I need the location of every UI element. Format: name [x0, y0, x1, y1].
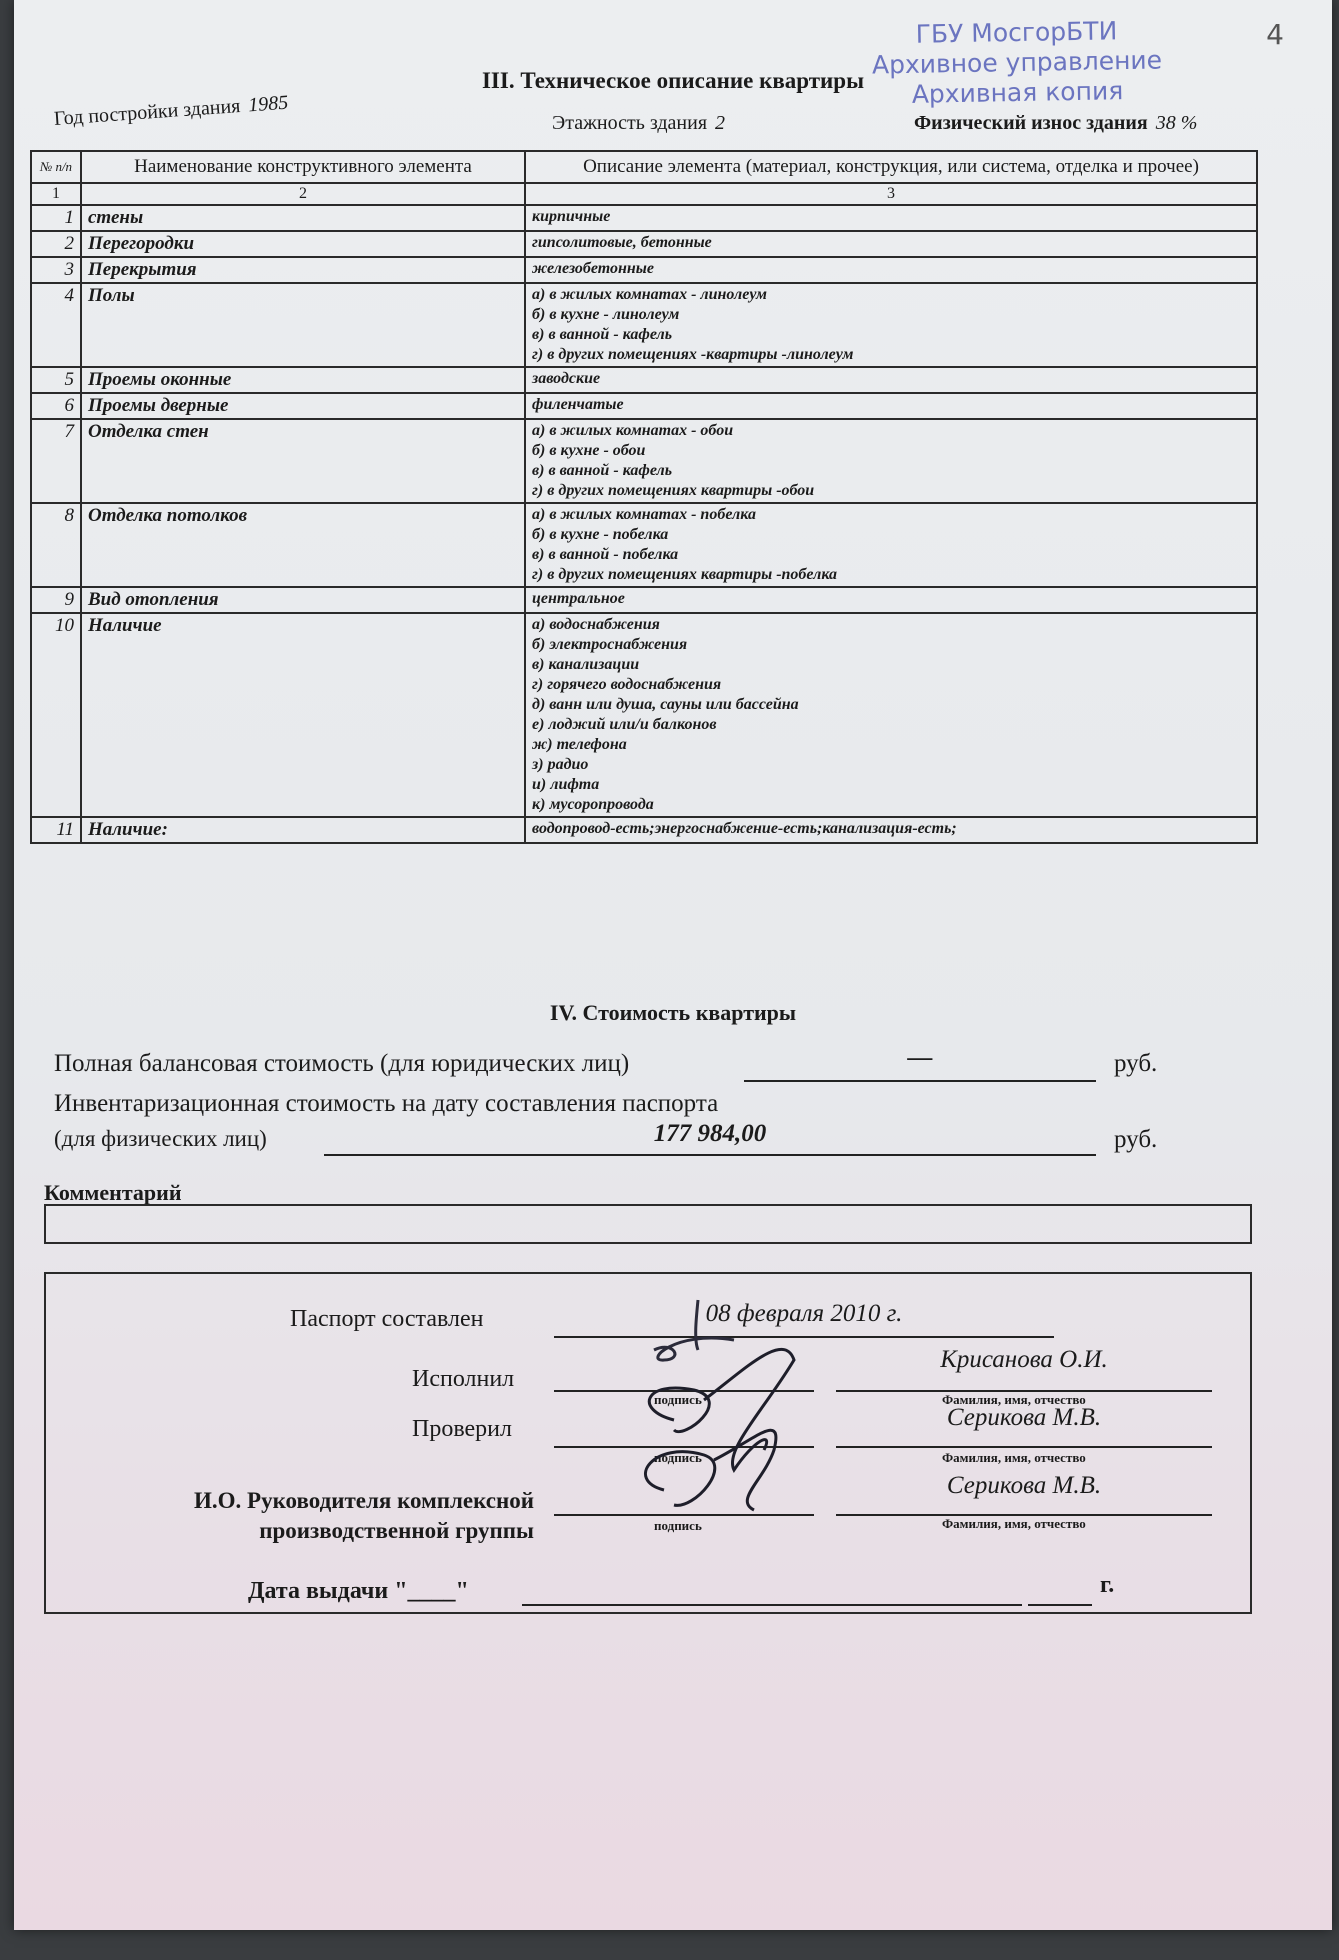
physical-wear [914, 112, 1197, 135]
header-num: № п/п [31, 151, 81, 183]
description-line: б) в кухне - побелка [532, 526, 669, 543]
head-label-line-2: производственной группы [259, 1518, 534, 1543]
executed-name: Крисанова О.И. [940, 1346, 1108, 1373]
description-line: гипсолитовые, бетонные [532, 234, 712, 251]
element-description [525, 503, 1257, 587]
build-year-value: 1985 [247, 91, 289, 117]
description-line: в) в ванной - побелка [532, 546, 679, 563]
row-number: 2 [31, 231, 81, 257]
issue-label-text: Дата выдачи [248, 1578, 389, 1604]
build-year-label: Год постройки здания [53, 94, 242, 130]
description-line: г) в других помещениях квартиры -побелка [532, 566, 838, 583]
element-description [525, 613, 1257, 817]
row-number: 6 [31, 393, 81, 419]
inventory-currency: руб. [1114, 1126, 1158, 1153]
element-name: стены [81, 205, 525, 231]
checked-label: Проверил [412, 1416, 512, 1442]
description-line: а) в жилых комнатах - линолеум [532, 286, 767, 303]
handwritten-signatures [614, 1290, 834, 1550]
table-row [31, 257, 1257, 283]
element-name: Наличие [81, 613, 525, 817]
inventory-cost-value: 177 984,00 [653, 1120, 767, 1147]
document-page [14, 0, 1332, 1930]
element-description [525, 205, 1257, 231]
description-line: ж) телефона [532, 736, 627, 753]
balance-currency: руб. [1114, 1050, 1158, 1077]
stamp-line-1: ГБУ МосгорБТИ [915, 16, 1118, 49]
description-line: центральное [532, 590, 625, 607]
compiled-date: 08 февраля 2010 г. [705, 1300, 903, 1327]
issue-year-line [1028, 1572, 1092, 1606]
description-line: д) ванн или душа, сауны или бассейна [532, 696, 799, 713]
table-row [31, 393, 1257, 419]
page-number: 4 [1266, 18, 1284, 51]
element-name: Полы [81, 283, 525, 367]
head-label-line-1: И.О. Руководителя комплексной [194, 1488, 534, 1513]
signature-caption: подпись [654, 1392, 702, 1407]
element-name: Отделка потолков [81, 503, 525, 587]
description-line: заводские [532, 370, 601, 387]
element-name: Проемы дверные [81, 393, 525, 419]
signature-caption: подпись [654, 1450, 702, 1465]
floors-label: Этажность здания [552, 112, 708, 134]
section4-title: IV. Стоимость квартиры [549, 1000, 797, 1025]
element-description [525, 367, 1257, 393]
inventory-cost-label-2: (для физических лиц) [54, 1126, 267, 1151]
build-year [53, 92, 289, 131]
stamp-line-2: Архивное управление [871, 45, 1163, 80]
element-description [525, 393, 1257, 419]
name-caption: Фамилия, имя, отчество [942, 1392, 1086, 1407]
compiled-label: Паспорт составлен [290, 1306, 484, 1332]
description-line: железобетонные [532, 260, 654, 277]
stamp-line-3: Архивная копия [911, 76, 1124, 109]
description-line: филенчатые [532, 396, 624, 413]
table-row [31, 231, 1257, 257]
comment-label: Комментарий [44, 1180, 182, 1205]
row-number: 10 [31, 613, 81, 817]
description-line: к) мусоропровода [532, 796, 654, 813]
index-cell: 2 [81, 183, 525, 205]
header-desc: Описание элемента (материал, конструкция, или система, отделка и прочее) [525, 151, 1257, 183]
element-name: Отделка стен [81, 419, 525, 503]
element-description [525, 231, 1257, 257]
section3-title: III. Техническое описание квартиры [481, 68, 865, 93]
element-description [525, 283, 1257, 367]
description-line: б) в кухне - обои [532, 442, 646, 459]
inventory-cost-label: Инвентаризационная стоимость на дату составления паспорта [54, 1090, 719, 1117]
name-caption: Фамилия, имя, отчество [942, 1450, 1086, 1465]
table-row [31, 205, 1257, 231]
element-description [525, 587, 1257, 613]
description-line: в) в ванной - кафель [532, 462, 673, 479]
row-number: 9 [31, 587, 81, 613]
description-line: г) горячего водоснабжения [532, 676, 722, 693]
description-line: а) в жилых комнатах - побелка [532, 506, 756, 523]
table-row [31, 587, 1257, 613]
table-row [31, 419, 1257, 503]
balance-cost-value: — [907, 1044, 933, 1071]
description-line: б) в кухне - линолеум [532, 306, 680, 323]
element-name: Проемы оконные [81, 367, 525, 393]
description-line: и) лифта [532, 776, 600, 793]
row-number: 3 [31, 257, 81, 283]
wear-label: Физический износ здания [914, 112, 1148, 134]
table-row [31, 367, 1257, 393]
description-line: е) лоджий или/и балконов [532, 716, 717, 733]
description-line: в) в ванной - кафель [532, 326, 673, 343]
row-number: 11 [31, 817, 81, 843]
executed-label: Исполнил [412, 1366, 515, 1392]
row-number: 4 [31, 283, 81, 367]
floors-value: 2 [715, 112, 726, 134]
description-line: г) в других помещениях квартиры -обои [532, 482, 815, 499]
element-name: Перекрытия [81, 257, 525, 283]
archive-stamp [851, 15, 1183, 111]
checked-name: Серикова М.В. [946, 1404, 1102, 1431]
table-index-row [31, 183, 1257, 205]
head-name: Серикова М.В. [946, 1472, 1102, 1499]
description-line: а) в жилых комнатах - обои [532, 422, 734, 439]
description-line: водопровод-есть;энергоснабжение-есть;канализация-есть; [532, 820, 957, 837]
description-line: г) в других помещениях -квартиры -линолеум [532, 346, 854, 363]
table-row [31, 283, 1257, 367]
issue-label [248, 1578, 469, 1605]
balance-cost-label: Полная балансовая стоимость (для юридических лиц) [54, 1050, 630, 1077]
table-row [31, 503, 1257, 587]
index-cell: 3 [525, 183, 1257, 205]
issue-month-line [522, 1572, 1022, 1606]
description-line: з) радио [532, 756, 589, 773]
description-line: а) водоснабжения [532, 616, 660, 633]
floors [552, 112, 725, 135]
comment-box [44, 1204, 1252, 1244]
element-name: Перегородки [81, 231, 525, 257]
table-header-row [31, 151, 1257, 183]
head-label [94, 1486, 534, 1546]
table-row [31, 817, 1257, 843]
description-line: в) канализации [532, 656, 640, 673]
technical-description-table [30, 150, 1258, 844]
description-line: б) электроснабжения [532, 636, 688, 653]
element-description [525, 257, 1257, 283]
description-line: кирпичные [532, 208, 611, 225]
element-description [525, 817, 1257, 843]
element-name: Вид отопления [81, 587, 525, 613]
name-caption: Фамилия, имя, отчество [942, 1516, 1086, 1531]
table-row [31, 613, 1257, 817]
row-number: 7 [31, 419, 81, 503]
signature-caption: подпись [654, 1518, 702, 1533]
header-name: Наименование конструктивного элемента [81, 151, 525, 183]
row-number: 5 [31, 367, 81, 393]
wear-value: 38 % [1155, 112, 1198, 134]
row-number: 1 [31, 205, 81, 231]
index-cell: 1 [31, 183, 81, 205]
element-description [525, 419, 1257, 503]
row-number: 8 [31, 503, 81, 587]
issue-day-field: "____" [394, 1578, 469, 1604]
element-name: Наличие: [81, 817, 525, 843]
issue-year-suffix: г. [1100, 1572, 1115, 1598]
